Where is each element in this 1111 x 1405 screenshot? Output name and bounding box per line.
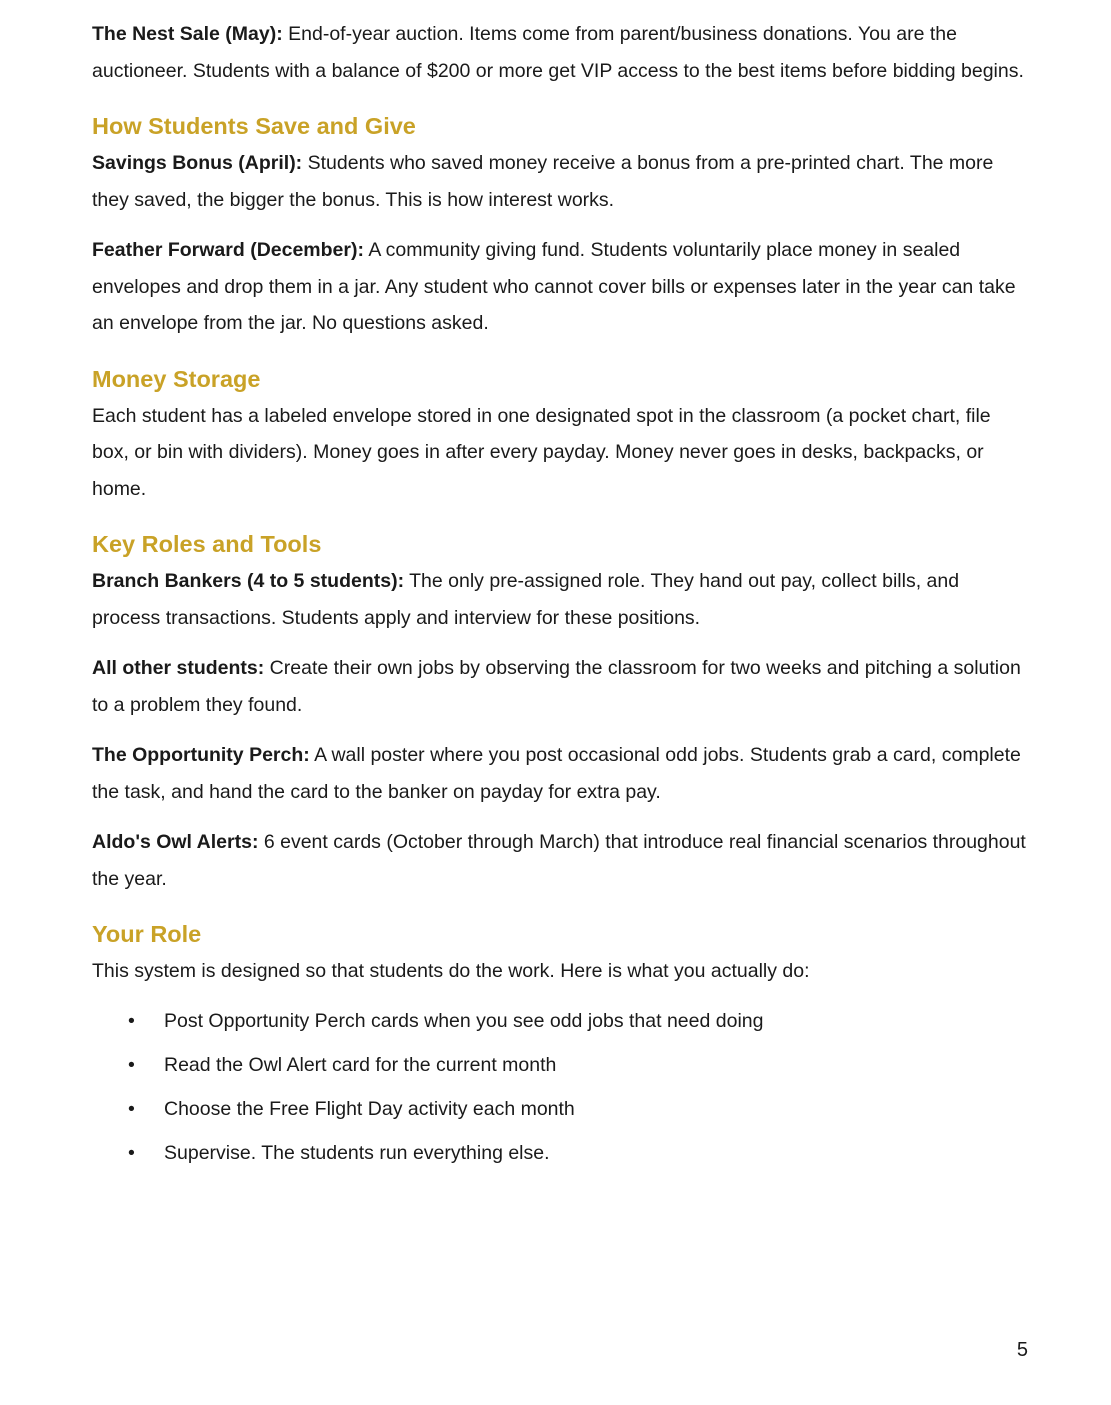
document-page — [92, 16, 1027, 1182]
feather-forward-label: Feather Forward (December): — [92, 239, 364, 261]
your-role-list — [92, 1006, 1027, 1168]
list-item — [92, 1006, 1027, 1036]
branch-bankers-label: Branch Bankers (4 to 5 students): — [92, 570, 405, 592]
savings-bonus-text: Students who saved money receive a bonus from a pre-printed chart. The more they saved, the bigger the bonus. This is how interest works. — [92, 152, 994, 211]
other-students-label: All other students: — [92, 657, 265, 679]
bullet-icon: • — [128, 1009, 135, 1032]
save-give-heading: How Students Save and Give — [92, 113, 416, 139]
owl-alerts-label: Aldo's Owl Alerts: — [92, 831, 259, 853]
bullet-icon: • — [128, 1097, 135, 1120]
feather-forward-text: A community giving fund. Students voluntarily place money in sealed envelopes and drop them in a jar. Any student who cannot cover bills or expenses later in the year can take an envelope from the jar. No questions asked. — [92, 239, 1016, 334]
money-storage-heading: Money Storage — [92, 365, 261, 392]
list-item-text: Post Opportunity Perch cards when you see odd jobs that need doing — [164, 1009, 764, 1032]
owl-alerts-paragraph — [92, 824, 1027, 897]
your-role-intro: This system is designed so that students do the work. Here is what you actually do: — [92, 960, 810, 982]
opportunity-perch-text: A wall poster where you post occasional odd jobs. Students grab a card, complete the task, and hand the card to the banker on payday for extra pay. — [92, 744, 1021, 803]
list-item-text: Choose the Free Flight Day activity each month — [164, 1097, 575, 1120]
key-roles-heading: Key Roles and Tools — [92, 531, 322, 557]
nest-sale-paragraph — [92, 16, 1027, 89]
list-item — [92, 1138, 1027, 1168]
list-item — [92, 1094, 1027, 1124]
owl-alerts-text: 6 event cards (October through March) that introduce real financial scenarios throughout the year. — [92, 831, 1026, 890]
nest-sale-text: End-of-year auction. Items come from parent/business donations. You are the auctioneer. Students with a balance of $200 or more get VIP access to the best items before bidding begins. — [92, 23, 1024, 82]
savings-bonus-paragraph — [92, 145, 1027, 218]
other-students-paragraph — [92, 650, 1027, 723]
list-item — [92, 1050, 1027, 1080]
branch-bankers-text: The only pre-assigned role. They hand out pay, collect bills, and process transactions. Students apply and interview for these positions. — [92, 570, 960, 629]
list-item-text: Read the Owl Alert card for the current month — [164, 1053, 557, 1076]
page-number: 5 — [1016, 1339, 1028, 1361]
money-storage-paragraph: Each student has a labeled envelope stored in one designated spot in the classroom (a pocket chart, file box, or bin with dividers). Money goes in after every payday. Money never goes in desks, backpacks, or home. — [92, 404, 991, 500]
other-students-text: Create their own jobs by observing the classroom for two weeks and pitching a solution to a problem they found. — [92, 657, 1021, 716]
opportunity-perch-paragraph — [92, 737, 1027, 810]
nest-sale-label: The Nest Sale (May): — [92, 23, 283, 45]
savings-bonus-label: Savings Bonus (April): — [92, 152, 303, 174]
bullet-icon: • — [128, 1053, 135, 1076]
branch-bankers-paragraph — [92, 563, 1027, 636]
list-item-text: Supervise. The students run everything else. — [164, 1141, 550, 1164]
your-role-heading: Your Role — [92, 921, 202, 947]
opportunity-perch-label: The Opportunity Perch: — [92, 744, 310, 766]
bullet-icon: • — [128, 1141, 135, 1164]
feather-forward-paragraph — [92, 232, 1027, 342]
